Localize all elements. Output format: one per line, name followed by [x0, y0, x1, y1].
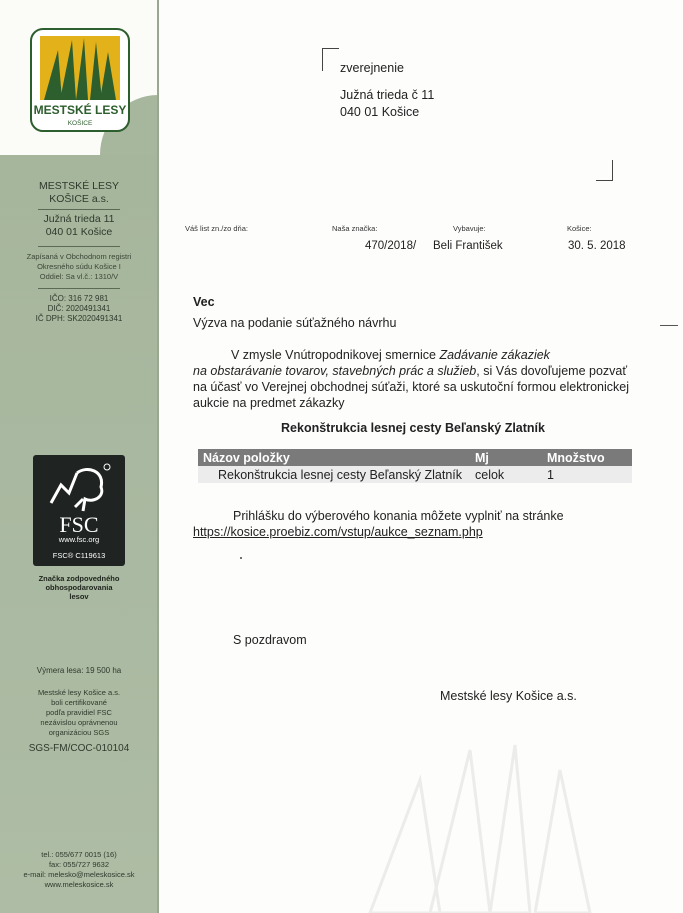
recipient-address: zverejnenie Južná trieda č 11 040 01 Košice — [340, 61, 435, 119]
company-ids: IČO: 316 72 981 DIČ: 2020491341 IČ DPH: SK2020491341 — [35, 294, 123, 323]
sidebar — [0, 0, 158, 913]
stray-dot — [240, 557, 242, 559]
signature: Mestské lesy Košice a.s. — [440, 689, 577, 703]
our-ref-label: Naša značka: — [332, 224, 378, 233]
project-title: Rekonštrukcia lesnej cesty Beľanský Zlatník — [281, 421, 545, 435]
column-header-quantity: Množstvo — [542, 449, 632, 466]
logo-watermark — [350, 740, 610, 913]
items-table — [198, 449, 632, 483]
address-bracket-bottom — [596, 160, 613, 181]
handled-by-value: Beli František — [433, 240, 503, 252]
subject-heading: Vec — [193, 295, 215, 309]
fsc-web: www.fsc.org — [58, 535, 100, 544]
item-unit: celok — [470, 466, 542, 483]
certification-code: SGS-FM/COC-010104 — [28, 743, 130, 754]
table-row — [198, 466, 632, 483]
forest-area: Výmera lesa: 19 500 ha — [36, 666, 122, 675]
company-address: Južná trieda 11 040 01 Košice — [43, 213, 115, 238]
handled-by-label: Vybavuje: — [453, 224, 486, 233]
fsc-badge — [33, 455, 125, 566]
company-registry: Zapísaná v Obchodnom registri Okresného súdu Košice I Oddiel: Sa vl.č.: 1310/V — [26, 252, 132, 281]
item-quantity: 1 — [542, 466, 632, 483]
signup-text: Prihlášku do výberového konania môžete vyplniť na stránke — [233, 509, 564, 523]
auction-link[interactable]: https://kosice.proebiz.com/vstup/aukce_seznam.php — [193, 525, 483, 539]
fold-mark — [660, 325, 678, 326]
address-bracket-top — [322, 48, 339, 71]
fsc-tagline: Značka zodpovedného obhospodarovania lesov — [38, 574, 120, 601]
column-header-name: Názov položky — [198, 449, 470, 466]
place-label: Košice: — [567, 224, 592, 233]
fsc-name: FSC — [59, 512, 99, 537]
our-ref-value: 470/2018/ — [365, 240, 417, 252]
letter-body: V zmysle Vnútropodnikovej smernice Zadávanie zákaziek na obstarávanie tovarov, stavebných prác a služieb, si Vás dovoľujeme pozvať na účasť vo Verejnej obchodnej súťaži, ktoré sa uskutoční formou elektronickej aukcie na predmet zákazky — [193, 348, 630, 410]
column-header-unit: Mj — [470, 449, 542, 466]
your-letter-label: Váš list zn./zo dňa: — [185, 224, 248, 233]
svg-text:KOŠICE: KOŠICE — [67, 120, 93, 127]
greeting: S pozdravom — [233, 633, 307, 647]
contact-info: tel.: 055/677 0015 (16) fax: 055/727 9632 e-mail: melesko@meleskosice.sk www.meleskosice.sk — [23, 850, 135, 889]
fsc-code: FSC® C119613 — [52, 551, 106, 560]
letter-date: 30. 5. 2018 — [568, 240, 626, 252]
mestske-lesy-logo — [30, 28, 130, 132]
fsc-tree-icon — [47, 463, 111, 513]
svg-text:MESTSKÉ LESY: MESTSKÉ LESY — [33, 103, 127, 117]
certification-text: Mestské lesy Košice a.s. boli certifikované podľa pravidiel FSC nezávislou oprávnenou organizáciou SGS — [37, 688, 121, 737]
item-name: Rekonštrukcia lesnej cesty Beľanský Zlatník — [198, 466, 470, 483]
subject-line: Výzva na podanie súťažného návrhu — [193, 316, 397, 330]
company-name: MESTSKÉ LESY KOŠICE a.s. — [39, 180, 119, 205]
table-header-row — [198, 449, 632, 466]
